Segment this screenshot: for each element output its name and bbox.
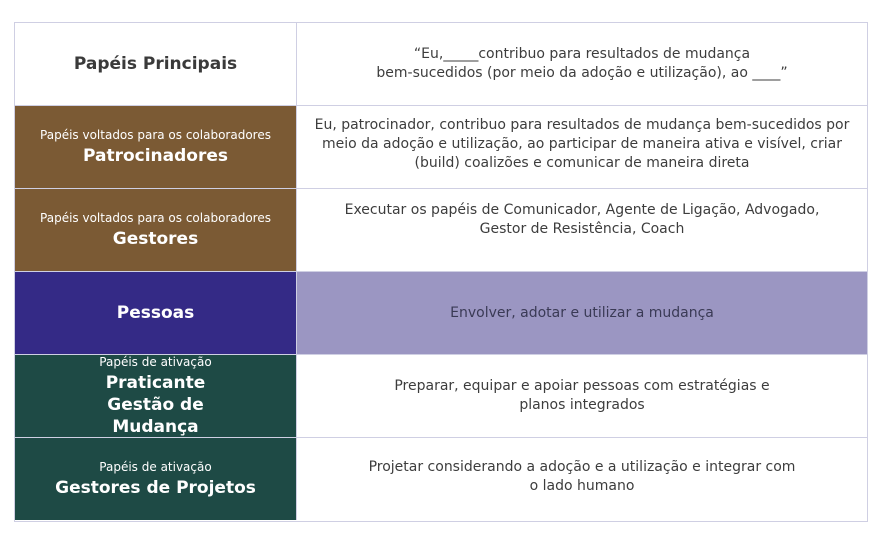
table-header-row [15,23,867,106]
roles-table [14,22,868,522]
role-name: Gestores de Projetos [55,477,256,498]
role-cell-pessoas [15,272,297,354]
role-cell-gestores-projetos [15,438,297,520]
role-cell-patrocinadores [15,106,297,188]
role-name: Praticante Gestão de Mudança [105,372,206,437]
table-row-praticante [15,355,867,438]
role-description: Projetar considerando a adoção e a utilização e integrar com o lado humano [368,459,796,494]
role-description-cell [297,106,867,188]
role-name: Pessoas [116,303,195,323]
header-left-cell [15,23,297,105]
table-row-gestores-projetos [15,438,867,520]
header-right-cell [297,23,867,105]
header-description: “Eu,_____contribuo para resultados de mudança bem-sucedidos (por meio da adoção e utilização), ao ____” [376,46,788,81]
role-cell-praticante [15,355,297,437]
table-row-pessoas [15,272,867,355]
role-name: Patrocinadores [82,145,229,166]
role-name: Gestores [112,228,199,249]
role-category: Papéis de ativação [99,354,212,369]
role-description: Envolver, adotar e utilizar a mudança [450,304,714,321]
header-title: Papéis Principais [73,54,238,74]
role-description-cell [297,189,867,271]
role-description: Executar os papéis de Comunicador, Agente de Ligação, Advogado, Gestor de Resistência, Coach [344,202,820,237]
role-description-cell [297,355,867,437]
role-category: Papéis de ativação [99,459,212,474]
role-category: Papéis voltados para os colaboradores [40,210,271,225]
role-description: Eu, patrocinador, contribuo para resultados de mudança bem-sucedidos por meio da adoção e utilização, ao participar de maneira ativa e visível, criar (build) coalizões e comunicar de maneira direta [314,117,850,171]
table-row-patrocinadores [15,106,867,189]
role-description-cell [297,438,867,520]
role-description-cell [297,272,867,354]
table-row-gestores [15,189,867,272]
role-description: Preparar, equipar e apoiar pessoas com estratégias e planos integrados [394,378,770,413]
role-category: Papéis voltados para os colaboradores [40,127,271,142]
role-cell-gestores [15,189,297,271]
